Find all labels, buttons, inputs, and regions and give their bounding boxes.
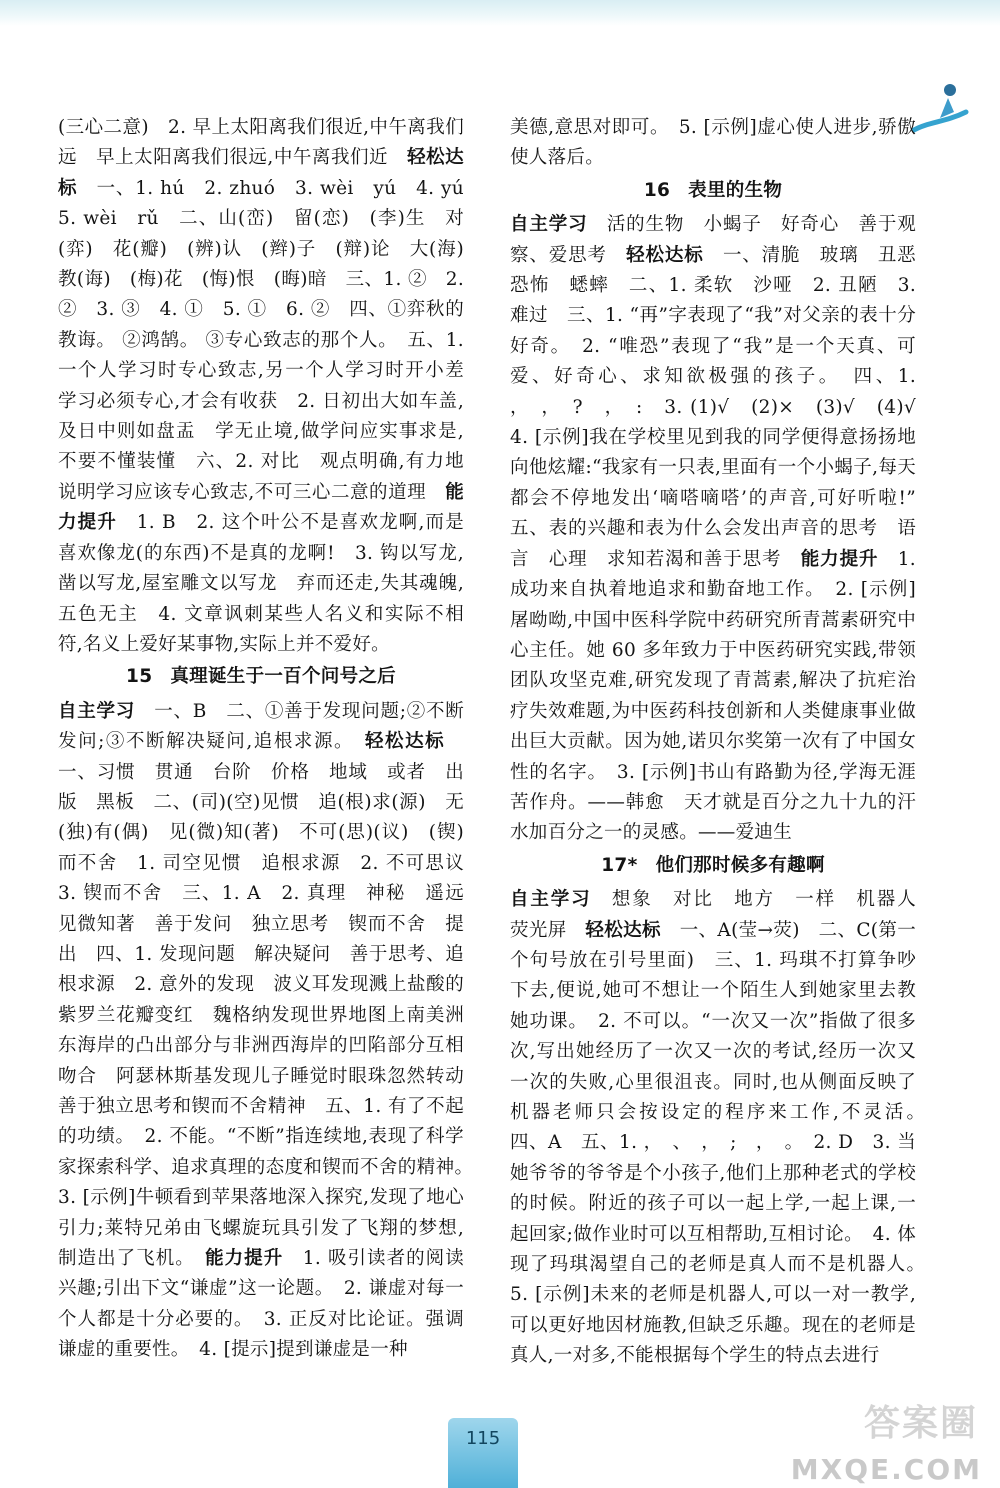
corner-logo-icon (910, 78, 970, 138)
answer-text: 1. 成功来自执着地追求和勤奋地工作。 2. [示例]屠呦呦,中国中医科学院中药研究所青蒿素研究中心主任。她 60 多年致力于中医药研究实践,带领团队攻坚克难,研究发现了青蒿素,解决了抗疟治疗失效难题,为中医药科技创新和人类健康事业做出巨大贡献。因为她,诺贝尔奖第一次有了中国女性的名字。 3. [示例]书山有路勤为径,学海无涯苦作舟。——韩愈 天才就是百分之九十九的汗水加百分之一的灵感。——爱迪生 (510, 548, 916, 844)
top-color-band (0, 0, 1000, 26)
answer-text: 一、A(莹→荧) 二、C(第一个句号放在引号里面) 三、1. 玛琪不打算争吵下去,便说,她可不想让一个陌生人到她家里去教她功课。 2. 不可以。“一次又一次”指做了很多次,写出她经历了一次又一次的考试,经历一次又一次的失败,心里很沮丧。同时,也从侧面反映了机器老师只会按设定的程序来工作,不灵活。 四、A 五、1. ， 、 ， ; ， 。 2. D 3. 当她爷爷的爷爷是个小孩子,他们上那种老式的学校的时候。附近的孩子可以一起上学,一起上课,一起回家;做作业时可以互相帮助,互相讨论。 4. 体现了玛琪渴望自己的老师是真人而不是机器人。 5. [示例]未来的老师是机器人,可以一对一教学,可以更好地因材施教,但缺乏乐趣。现在的老师是真人,一对多,不能根据每个学生的特点去进行 (510, 919, 935, 1367)
answer-text: 活的生物 小蝎子 好奇心 善于观察、爱思考 (510, 214, 917, 266)
watermark-mark: 答案圈 (863, 1403, 978, 1444)
section-label: 能力提升 (205, 1248, 284, 1270)
section-label: 轻松达标 (58, 147, 464, 199)
answer-text: 美德,意思对即可。 5. [示例]虚心使人进步,骄傲使人落后。 (510, 117, 916, 169)
section-label: 自主学习 (510, 889, 592, 911)
answer-text: (三心二意) 2. 早上太阳离我们很近,中午离我们远 早上太阳离我们很远,中午离我们近 (58, 117, 464, 169)
section16-title: 16 表里的生物 (643, 179, 783, 201)
section-label: 轻松达标 (364, 731, 446, 753)
section17-title: 17* 他们那时候多有趣啊 (601, 854, 825, 876)
answer-text: 一、B 二、①善于发现问题;②不断发问;③不断解决疑问,追根求源。 (58, 700, 465, 753)
page-number: 115 (465, 1428, 501, 1449)
section15-answers-continued (510, 113, 916, 174)
section-label: 自主学习 (510, 214, 588, 236)
section-label: 能力提升 (800, 548, 879, 570)
section15-answers (58, 697, 483, 1366)
watermark-text: MXQE.COM (790, 1453, 982, 1486)
section14-answers (58, 113, 483, 660)
right-column (510, 113, 935, 1372)
section-label: 能力提升 (58, 481, 464, 534)
section17-answers (510, 885, 935, 1372)
section16-answers (510, 210, 935, 849)
answer-text: 一、1. hú 2. zhuó 3. wèi yú 4. yú 5. wèi rǔ 二、山(峦) 留(恋) (李)生 对(弈) 花(瓣) (辨)认 (辫)子 (辩)论 大(海) 教(诲) (梅)花 (悔)恨 (晦)暗 三、1. ② 2. ② 3. ③ 4. ① 5. ① 6. ② 四、①弈秋的教诲。 ②鸿鹄。 ③专心致志的那个人。 五、1. 一个人学习时专心致志,另一个人学习时开小差 学习必须专心,才会有收获 2. 日初出大如车盖,及日中则如盘盂 学无止境,做学问应实事求是,不要不懂装懂 六、2. 对比 观点明确,有力地说明学习应该专心致志,不可三心二意的道理 (58, 177, 483, 503)
answer-text: 1. B 2. 这个叶公不是喜欢龙啊,而是喜欢像龙(的东西)不是真的龙啊! 3. 钩以写龙,凿以写龙,屋室雕文以写龙 弃而还走,失其魂魄,五色无主 4. 文章讽刺某些人名义和实际不相符,名义上爱好某事物,实际上并不爱好。 (58, 512, 465, 655)
left-column (58, 113, 483, 1366)
section-label: 轻松达标 (626, 244, 704, 266)
answer-text: 想象 对比 地方 一样 机器人 荧光屏 (510, 889, 935, 941)
section15-title: 15 真理诞生于一百个问号之后 (126, 666, 396, 688)
section-label: 轻松达标 (585, 919, 661, 941)
answer-text: 1. 吸引读者的阅读兴趣;引出下文“谦虚”这一论题。 2. 谦虚对每一个人都是十分必要的。 3. 正反对比论证。强调谦虚的重要性。 4. [提示]提到谦虚是一种 (58, 1248, 465, 1361)
section-label: 自主学习 (58, 700, 136, 722)
answer-text: 一、习惯 贯通 台阶 价格 地域 或者 出版 黑板 二、(司)(空)见惯 追(根)求(源) 无(独)有(偶) 见(微)知(著) 不可(思)(议) (锲)而不舍 1. 司空见惯 追根求源 2. 不可思议 3. 锲而不舍 三、1. A 2. 真理 神秘 遥远 见微知著 善于发问 独立思考 锲而不舍 提出 四、1. 发现问题 解决疑问 善于思考、追根求源 2. 意外的发现 波义耳发现溅上盐酸的紫罗兰花瓣变红 魏格纳发现世界地图上南美洲东海岸的凸出部分与非洲西海岸的凹陷部分互相吻合 阿瑟林斯基发现儿子睡觉时眼珠忽然转动 善于独立思考和锲而不舍精神 五、1. 有了不起的功绩。 2. 不能。“不断”指连续地,表现了科学家探索科学、追求真理的态度和锲而不舍的精神。 3. [示例]牛顿看到苹果落地深入探究,发现了地心引力;莱特兄弟由飞螺旋玩具引发了飞翔的梦想,制造出了飞机。 (58, 731, 483, 1270)
answer-text: 一、清脆 玻璃 丑恶 恐怖 蟋蟀 二、1. 柔软 沙哑 2. 丑陋 3. 难过 三、1. “再”字表现了“我”对父亲的表十分好奇。 2. “唯恐”表现了“我”是一个天真、可爱、好奇心、求知欲极强的孩子。 四、1. ， ， ? ， : 3. (1)√ (2)× (3)√ (4)√ 4. [示例]我在学校里见到我的同学便得意扬扬地向他炫耀:“我家有一只表,里面有一个小蝎子,每天都会不停地发出‘嘀嗒嘀嗒’的声音,可好听啦!” 五、表的兴趣和表为什么会发出声音的思考 语言 心理 求知若渴和善于思考 (510, 244, 935, 570)
